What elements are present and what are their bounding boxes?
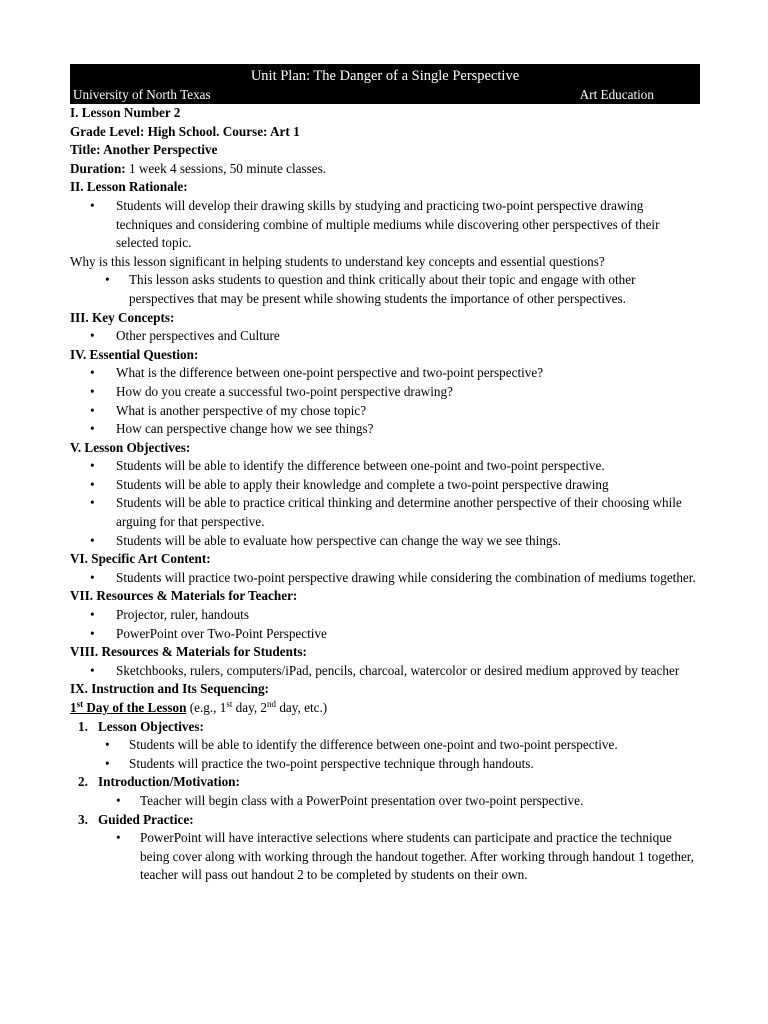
rationale-list	[70, 197, 700, 253]
list-item: • How can perspective change how we see things?	[70, 420, 700, 439]
objectives-heading: V. Lesson Objectives:	[70, 439, 191, 455]
department-name: Art Education	[579, 87, 654, 102]
rationale-heading: II. Lesson Rationale:	[70, 179, 188, 195]
student-resources-list	[70, 662, 700, 681]
list-item: • Projector, ruler, handouts	[70, 606, 700, 625]
day-hint-sup1: st	[226, 699, 233, 709]
instruction-heading: IX. Instruction and Its Sequencing:	[70, 681, 269, 697]
list-item: • PowerPoint will have interactive selections where students can participate and practice the technique being cover along with working through the handout together. After working through handout 1 together, teacher will pass out handout 2 to be completed by students on their own.	[70, 829, 700, 885]
teacher-resources-heading: VII. Resources & Materials for Teacher:	[70, 588, 298, 604]
step-number: 2.	[78, 774, 88, 790]
duration-label: Duration:	[70, 160, 126, 176]
header-banner	[70, 64, 700, 104]
step-3-list	[70, 829, 700, 885]
unit-plan-title: Unit Plan: The Danger of a Single Perspective	[250, 68, 520, 84]
step-lesson-objectives	[70, 718, 700, 737]
grade-level: Grade Level: High School. Course: Art 1	[70, 123, 300, 139]
student-resources-heading: VIII. Resources & Materials for Students:	[70, 644, 307, 660]
essential-question-list	[70, 364, 700, 438]
step-label: Lesson Objectives:	[98, 718, 204, 734]
step-1-list	[70, 736, 700, 773]
day-suffix: st	[76, 699, 84, 709]
key-concepts-heading: III. Key Concepts:	[70, 309, 175, 325]
objectives-list	[70, 457, 700, 550]
lesson-number: I. Lesson Number 2	[70, 105, 181, 120]
teacher-resources-list	[70, 606, 700, 643]
list-item: • Students will be able to apply their knowledge and complete a two-point perspective drawing	[70, 476, 700, 495]
list-item: • Students will practice two-point perspective drawing while considering the combination of mediums together.	[70, 569, 700, 588]
day-hint-sup2: nd	[267, 699, 277, 709]
step-label: Introduction/Motivation:	[98, 774, 240, 790]
step-introduction	[70, 773, 700, 792]
list-item: • This lesson asks students to question and think critically about their topic and engage with other perspectives that may be present while showing students the importance of other perspectives.	[70, 271, 700, 308]
duration-value: 1 week 4 sessions, 50 minute classes.	[125, 160, 327, 176]
list-item: • Students will practice the two-point perspective technique through handouts.	[70, 755, 700, 774]
list-item: • What is the difference between one-point perspective and two-point perspective?	[70, 364, 700, 383]
list-item: • Students will develop their drawing skills by studying and practicing two-point perspective drawing techniques and considering combine of multiple mediums while discovering other perspectives of their selected topic.	[70, 197, 700, 253]
list-item: • Students will be able to identify the difference between one-point and two-point perspective.	[70, 457, 700, 476]
duration	[70, 160, 700, 179]
essential-question-heading: IV. Essential Question:	[70, 346, 199, 362]
list-item: • Students will be able to identify the difference between one-point and two-point perspective.	[70, 736, 700, 755]
list-item: • What is another perspective of my chose topic?	[70, 402, 700, 421]
step-number: 3.	[78, 811, 88, 827]
rationale-answer-list	[70, 271, 700, 308]
list-item: • Students will be able to practice critical thinking and determine another perspective of their choosing while arguing for that perspective.	[70, 494, 700, 531]
day-hint-c: day, etc.)	[276, 700, 328, 715]
list-item: • Other perspectives and Culture	[70, 327, 700, 346]
day-of-lesson	[70, 699, 700, 718]
list-item: • PowerPoint over Two-Point Perspective	[70, 625, 700, 644]
university-name: University of North Texas	[73, 87, 211, 102]
day-hint-b: day, 2	[232, 700, 268, 715]
list-item: • Teacher will begin class with a PowerPoint presentation over two-point perspective.	[70, 792, 700, 811]
document-page	[70, 64, 700, 885]
list-item: • Students will be able to evaluate how perspective can change the way we see things.	[70, 532, 700, 551]
list-item: • How do you create a successful two-point perspective drawing?	[70, 383, 700, 402]
day-text: Day of the Lesson	[83, 700, 187, 715]
lesson-title: Title: Another Perspective	[70, 142, 218, 158]
day-label	[70, 700, 186, 715]
rationale-question: Why is this lesson significant in helping students to understand key concepts and essential questions?	[70, 253, 605, 269]
step-2-list	[70, 792, 700, 811]
step-guided-practice	[70, 811, 700, 830]
day-hint	[186, 700, 327, 715]
step-label: Guided Practice:	[98, 811, 194, 827]
day-hint-a: (e.g., 1	[186, 700, 227, 715]
list-item: • Sketchbooks, rulers, computers/iPad, pencils, charcoal, watercolor or desired medium approved by teacher	[70, 662, 700, 681]
art-content-list	[70, 569, 700, 588]
day-number: 1	[70, 700, 77, 715]
key-concepts-list	[70, 327, 700, 346]
art-content-heading: VI. Specific Art Content:	[70, 551, 211, 567]
step-number: 1.	[78, 718, 88, 734]
